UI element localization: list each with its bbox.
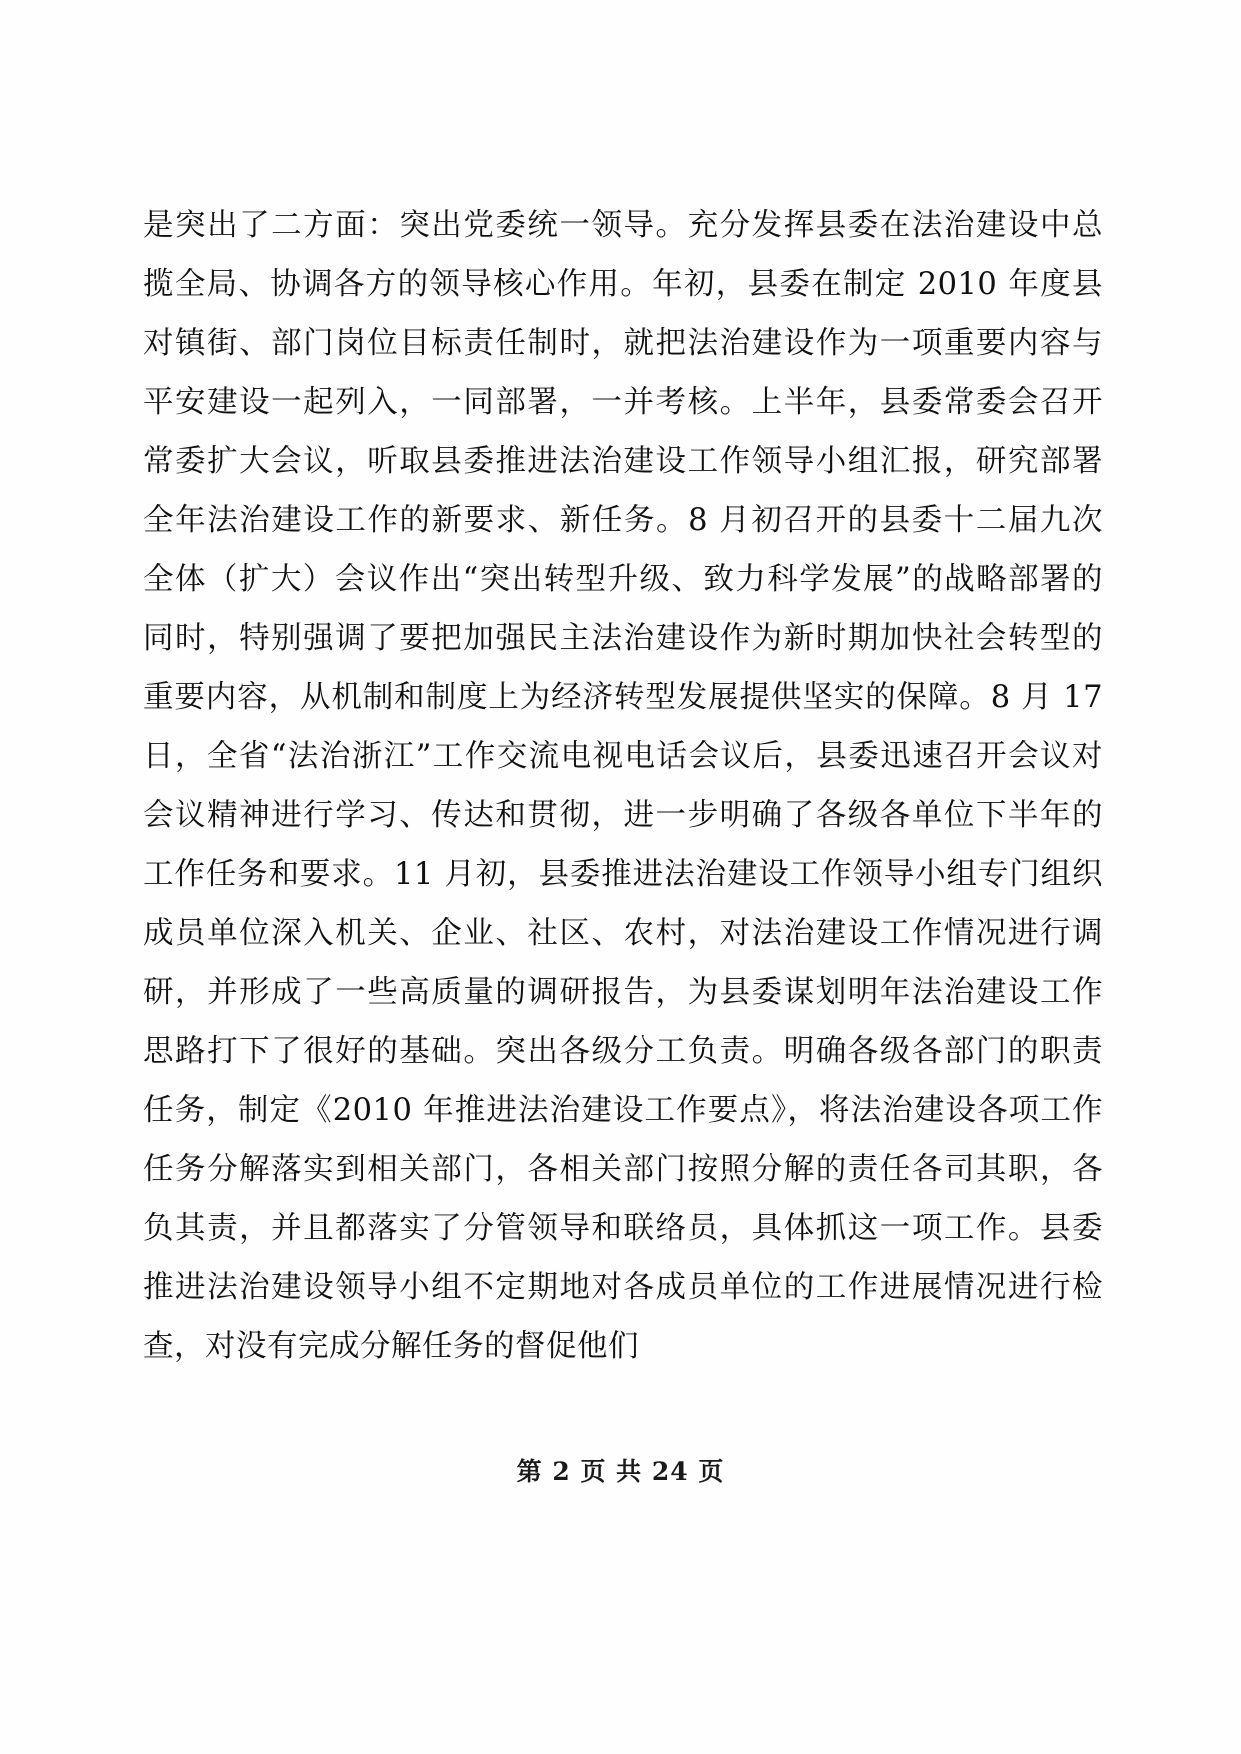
page-footer: 第 2 页 共 24 页: [516, 1457, 725, 1486]
page-body-text: 是突出了二方面：突出党委统一领导。充分发挥县委在法治建设中总揽全局、协调各方的领导核心作用。年初，县委在制定 2010 年度县对镇街、部门岗位目标责任制时，就把法治建设作为一项重要内容与平安建设一起列入，一同部署，一并考核。上半年，县委常委会召开常委扩大会议，听取县委推进法治建设工作领导小组汇报，研究部署全年法治建设工作的新要求、新任务。8 月初召开的县委十二届九次全体（扩大）会议作出“突出转型升级、致力科学发展”的战略部署的同时，特别强调了要把加强民主法治建设作为新时期加快社会转型的重要内容，从机制和制度上为经济转型发展提供坚实的保障。8 月 17 日，全省“法治浙江”工作交流电视电话会议后，县委迅速召开会议对会议精神进行学习、传达和贯彻，进一步明确了各级各单位下半年的工作任务和要求。11 月初，县委推进法治建设工作领导小组专门组织成员单位深入机关、企业、社区、农村，对法治建设工作情况进行调研，并形成了一些高质量的调研报告，为县委谋划明年法治建设工作思路打下了很好的基础。突出各级分工负责。明确各级各部门的职责任务，制定《2010 年推进法治建设工作要点》，将法治建设各项工作任务分解落实到相关部门，各相关部门按照分解的责任各司其职，各负其责，并且都落实了分管领导和联络员，具体抓这一项工作。县委推进法治建设领导小组不定期地对各成员单位的工作进展情况进行检查，对没有完成分解任务的督促他们: [143, 208, 1114, 1364]
